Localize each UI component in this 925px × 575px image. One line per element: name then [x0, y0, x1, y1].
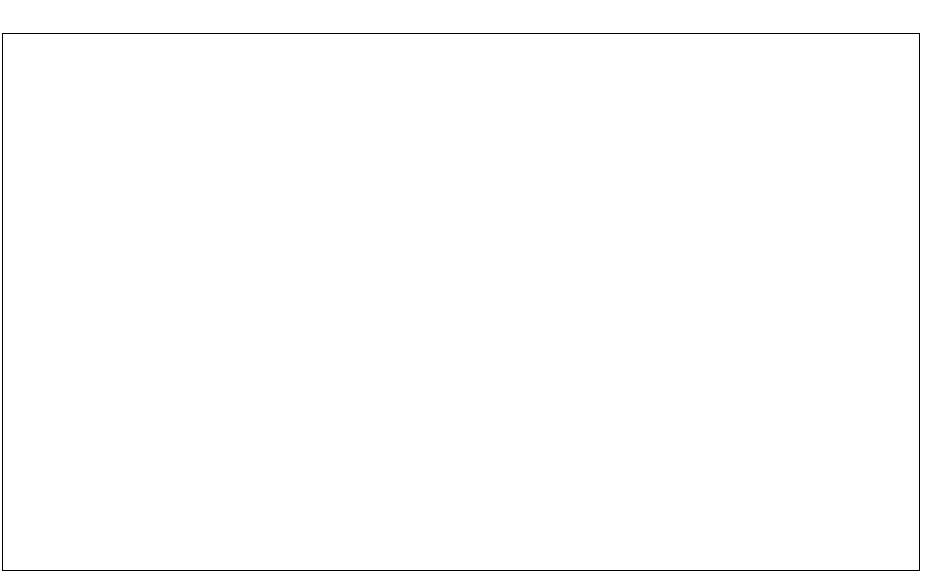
ledger-table — [2, 33, 920, 571]
